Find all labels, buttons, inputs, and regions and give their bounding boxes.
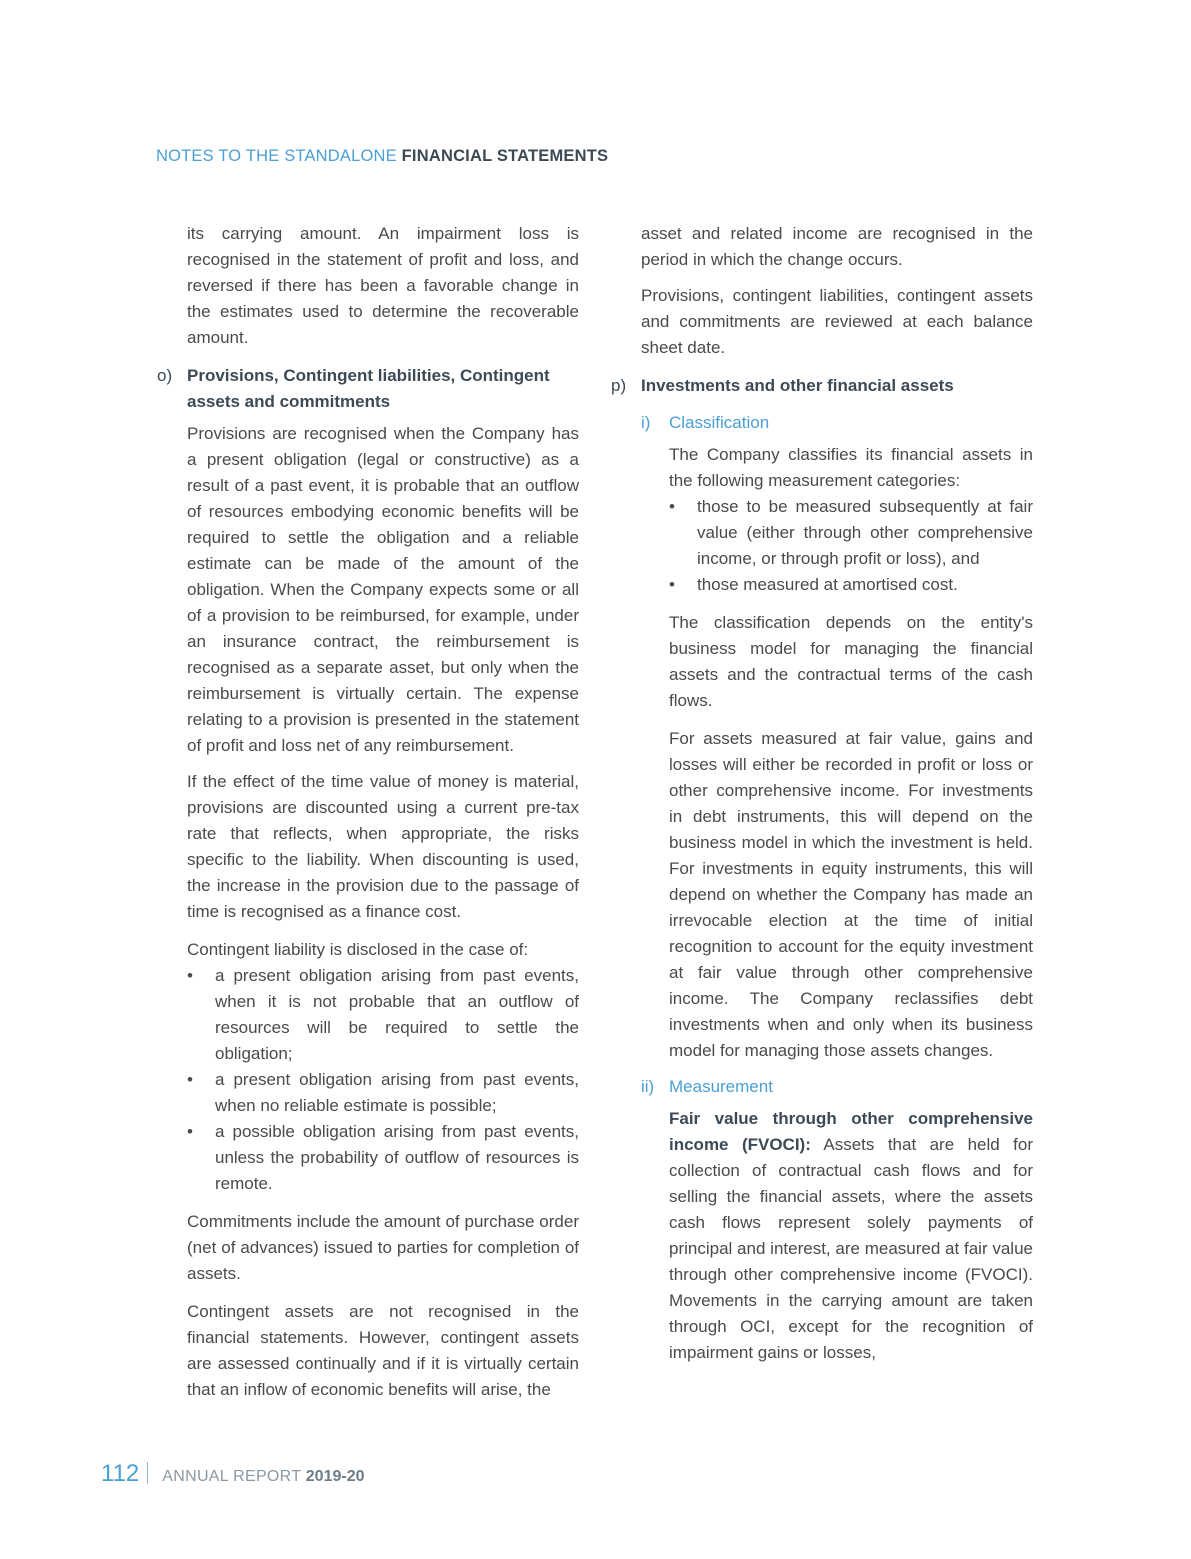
running-head: [156, 147, 608, 166]
section-p-label: p): [611, 376, 627, 395]
section-o-label: o): [157, 366, 173, 385]
fvoci-paragraph: [611, 1106, 1033, 1366]
page-number: 112: [101, 1460, 140, 1487]
page-footer: [101, 1460, 364, 1488]
contingent-assets-paragraph: Contingent assets are not recognised in the financial statements. However, contingent assets are assessed continually and if it is virtually certain that an inflow of economic benefits will arise, the: [187, 1302, 579, 1399]
section-p-heading: [611, 373, 1033, 399]
running-head-accent: NOTES TO THE STANDALONE: [156, 147, 397, 165]
measurement-categories-list: [611, 494, 1033, 598]
contingent-liability-list: [157, 963, 579, 1197]
section-o-heading: [157, 363, 579, 415]
classification-paragraph: The classification depends on the entity's business model for managing the financial assets and the contractual terms of the cash flows.: [669, 613, 1033, 710]
bullet-icon: •: [187, 966, 193, 985]
right-column: [611, 221, 1033, 1366]
report-year: 2019-20: [305, 1468, 365, 1485]
fvoci-label: Fair value through other comprehensive income (FVOCI):: [669, 1109, 1033, 1154]
report-label: ANNUAL REPORT: [162, 1468, 302, 1485]
footer-divider: [147, 1462, 148, 1484]
review-paragraph: Provisions, contingent liabilities, contingent assets and commitments are reviewed at each balance sheet date.: [641, 286, 1033, 357]
fair-value-paragraph: For assets measured at fair value, gains and losses will either be recorded in profit or loss or other comprehensive income. For investments in debt instruments, this will depend on the business model in which the investment is held. For investments in equity instruments, this will depend on whether the Company has made an irrevocable election at the time of initial recognition to account for the equity investment at fair value through other comprehensive income. The Company reclassifies debt investments when and only when its business model for managing those assets changes.: [669, 729, 1033, 1060]
bullet-icon: •: [187, 1070, 193, 1089]
contingent-liability-intro: Contingent liability is disclosed in the case of:: [187, 940, 529, 959]
section-p-title: Investments and other financial assets: [641, 376, 954, 395]
bullet-icon: •: [669, 575, 675, 594]
provisions-paragraph: Provisions are recognised when the Company has a present obligation (legal or constructive) as a result of a past event, it is probable that an outflow of resources embodying economic benefits will be required to settle the obligation and a reliable estimate can be made of the amount of the obligation. When the Company expects some or all of a provision to be reimbursed, for example, under an insurance contract, the reimbursement is recognised as a separate asset, but only when the reimbursement is virtually certain. The expense relating to a provision is presented in the statement of profit and loss net of any reimbursement.: [187, 424, 579, 755]
classification-label: i): [641, 413, 651, 432]
classification-heading: [611, 410, 1033, 436]
left-continued-paragraph: its carrying amount. An impairment loss is recognised in the statement of profit and loss, and reversed if there has been a favorable change in the estimates used to determine the recoverable amount.: [187, 224, 579, 347]
list-item: • a possible obligation arising from past events, unless the probability of outflow of resources is remote.: [157, 1119, 579, 1197]
classification-title: Classification: [669, 413, 770, 432]
list-item: • those to be measured subsequently at fair value (either through other comprehensive income, or through profit or loss), and: [611, 494, 1033, 572]
list-item: • a present obligation arising from past events, when no reliable estimate is possible;: [157, 1067, 579, 1119]
measurement-title: Measurement: [669, 1077, 773, 1096]
section-o-title: Provisions, Contingent liabilities, Contingent assets and commitments: [187, 366, 550, 411]
right-continued-paragraph: asset and related income are recognised in the period in which the change occurs.: [641, 224, 1033, 269]
fvoci-text: Assets that are held for collection of contractual cash flows and for selling the financial assets, where the assets cash flows represent solely payments of principal and interest, are measured at fair value through other comprehensive income (FVOCI). Movements in the carrying amount are taken through OCI, except for the recognition of impairment gains or losses,: [669, 1135, 1033, 1362]
discounting-paragraph: If the effect of the time value of money is material, provisions are discounted using a current pre-tax rate that reflects, when appropriate, the risks specific to the liability. When discounting is used, the increase in the provision due to the passage of time is recognised as a finance cost.: [187, 772, 579, 921]
left-column: [157, 221, 579, 1403]
bullet-icon: •: [669, 497, 675, 516]
measurement-heading: [611, 1074, 1033, 1100]
measurement-label: ii): [641, 1077, 655, 1096]
list-item: • those measured at amortised cost.: [611, 572, 1033, 598]
list-item: • a present obligation arising from past events, when it is not probable that an outflow of resources will be required to settle the obligation;: [157, 963, 579, 1067]
classification-intro: The Company classifies its financial assets in the following measurement categories:: [669, 445, 1033, 490]
bullet-icon: •: [187, 1122, 193, 1141]
commitments-paragraph: Commitments include the amount of purchase order (net of advances) issued to parties for completion of assets.: [187, 1212, 579, 1283]
running-head-main: FINANCIAL STATEMENTS: [401, 147, 609, 165]
